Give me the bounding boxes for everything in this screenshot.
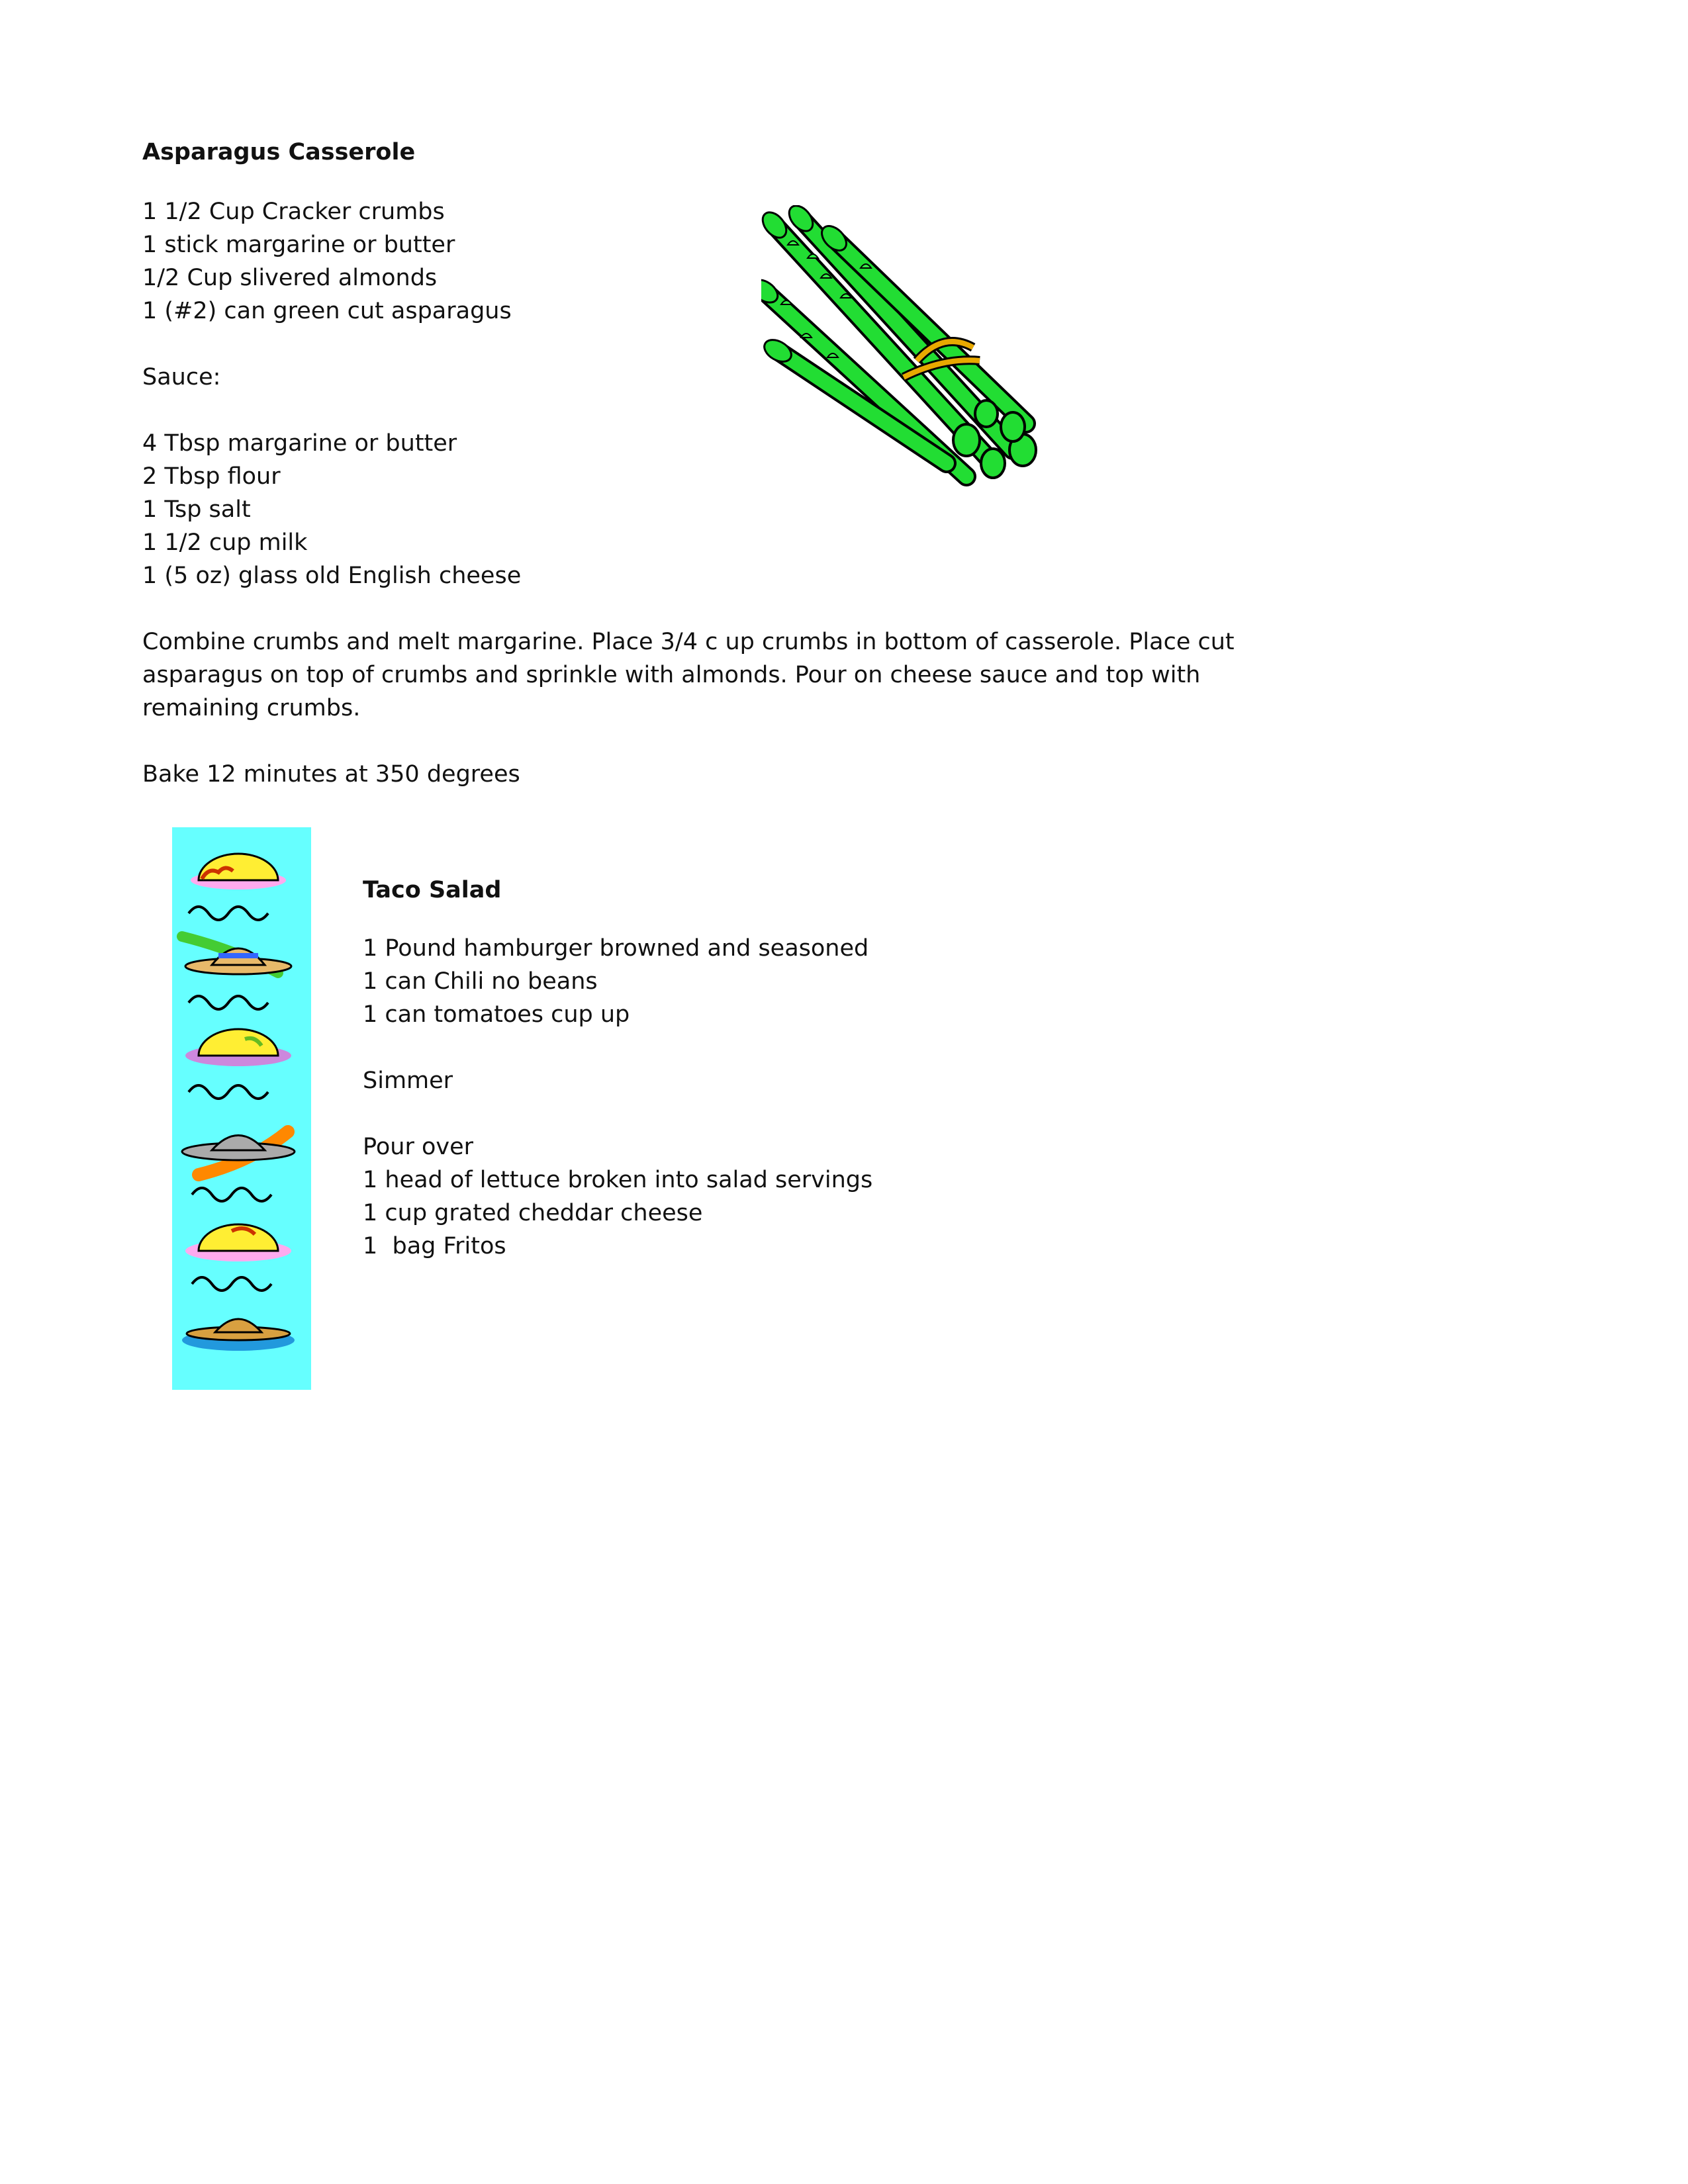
taco-icon <box>185 1224 291 1261</box>
ingredient-line: 1 (#2) can green cut asparagus <box>142 298 512 324</box>
sauce-ingredient-line: 1 1/2 cup milk <box>142 529 308 556</box>
pour-over-instruction: Pour over <box>363 1134 474 1160</box>
sauce-ingredient-line: 2 Tbsp flour <box>142 463 281 490</box>
sauce-heading: Sauce: <box>142 364 221 390</box>
topping-line: 1 bag Fritos <box>363 1233 506 1259</box>
sauce-ingredient-line: 4 Tbsp margarine or butter <box>142 430 457 457</box>
simmer-instruction: Simmer <box>363 1068 453 1094</box>
recipe-title: Asparagus Casserole <box>142 139 416 165</box>
ingredient-line: 1 can Chili no beans <box>363 968 598 995</box>
ingredient-line: 1 1/2 Cup Cracker crumbs <box>142 199 445 225</box>
topping-line: 1 head of lettuce broken into salad servings <box>363 1167 873 1193</box>
sombrero-icon <box>182 1319 295 1351</box>
taco-border-strip <box>172 827 311 1390</box>
sombrero-icon <box>182 1132 295 1175</box>
taco-icon <box>185 1029 291 1066</box>
directions-paragraph: Combine crumbs and melt margarine. Place 3/4 c up crumbs in bottom of casserole. Place cut asparagus on top of crumbs and sprinkle with almonds. Pour on cheese sauce and top with remaining crumbs. <box>142 629 1235 721</box>
ingredient-line: 1 can tomatoes cup up <box>363 1001 630 1028</box>
sauce-ingredient-line: 1 (5 oz) glass old English cheese <box>142 563 522 589</box>
ingredient-line: 1 Pound hamburger browned and seasoned <box>363 935 869 962</box>
topping-line: 1 cup grated cheddar cheese <box>363 1200 703 1226</box>
recipe-title: Taco Salad <box>363 877 502 903</box>
ingredient-line: 1 stick margarine or butter <box>142 232 455 258</box>
asparagus-icon <box>761 205 1066 510</box>
bake-instruction: Bake 12 minutes at 350 degrees <box>142 761 520 788</box>
ingredient-line: 1/2 Cup slivered almonds <box>142 265 438 291</box>
taco-icon <box>191 854 286 889</box>
sombrero-icon <box>182 936 291 974</box>
sauce-ingredient-line: 1 Tsp salt <box>142 496 251 523</box>
